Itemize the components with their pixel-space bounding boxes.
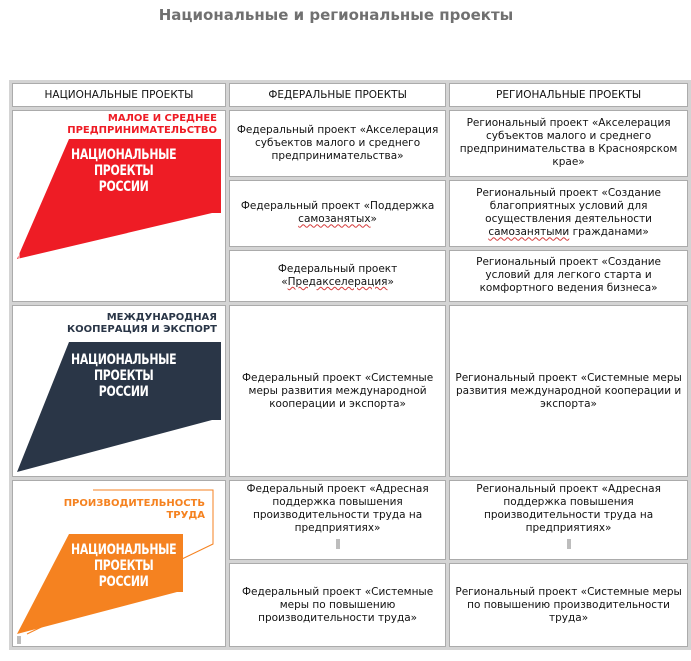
spellcheck-underlined-word: самозанятыми — [488, 226, 570, 239]
regional-project-cell: Региональный проект «Адресная поддержка повышения производительности труда на предприятиях» — [449, 480, 688, 560]
column-header-regional: РЕГИОНАЛЬНЫЕ ПРОЕКТЫ — [449, 83, 688, 107]
sme-logo-topic: МАЛОЕ И СРЕДНЕЕ ПРЕДПРИНИМАТЕЛЬСТВО — [67, 113, 217, 136]
regional-project-cell: Региональный проект «Системные меры по повышению производительности труда» — [449, 563, 688, 647]
sme-logo-shape — [17, 111, 221, 301]
regional-project-cell: Региональный проект «Акселерация субъектов малого и среднего предпринимательства в Красноярском крае» — [449, 110, 688, 177]
regional-project-cell: Региональный проект «Системные меры развития международной кооперации и экспорта» — [449, 305, 688, 477]
column-header-national: НАЦИОНАЛЬНЫЕ ПРОЕКТЫ — [12, 83, 226, 107]
spellcheck-underlined-word: Предакселерация — [287, 275, 388, 288]
federal-project-cell: Федеральный проект «Предакселерация» — [229, 250, 446, 302]
federal-project-cell: Федеральный проект «Акселерация субъектов малого и среднего предпринимательства» — [229, 110, 446, 177]
regional-project-cell: Региональный проект «Создание условий для легкого старта и комфортного ведения бизнеса» — [449, 250, 688, 302]
column-header-federal: ФЕДЕРАЛЬНЫЕ ПРОЕКТЫ — [229, 83, 446, 107]
table-row — [12, 110, 688, 177]
table-row — [12, 480, 688, 560]
export-logo-brand: НАЦИОНАЛЬНЫЕ ПРОЕКТЫ РОССИИ — [71, 352, 177, 400]
page-title: Национальные и региональные проекты — [158, 6, 514, 24]
table-header-row — [12, 83, 688, 107]
export-logo-topic: МЕЖДУНАРОДНАЯ КООПЕРАЦИЯ И ЭКСПОРТ — [67, 312, 217, 335]
table-row — [12, 305, 688, 477]
federal-project-cell: Федеральный проект «Поддержка самозанятых» — [229, 180, 446, 247]
export-logo — [17, 308, 221, 474]
federal-project-cell: Федеральный проект «Системные меры развития международной кооперации и экспорта» — [229, 305, 446, 477]
projects-table — [9, 80, 691, 650]
national-project-labor — [12, 480, 226, 647]
regional-project-cell: Региональный проект «Создание благоприятных условий для осуществления деятельности самозанятыми гражданами» — [449, 180, 688, 247]
text-cursor-marker — [567, 539, 571, 549]
federal-project-cell: Федеральный проект «Системные меры по повышению производительности труда» — [229, 563, 446, 647]
national-project-sme — [12, 110, 226, 302]
national-project-export — [12, 305, 226, 477]
labor-logo-brand: НАЦИОНАЛЬНЫЕ ПРОЕКТЫ РОССИИ — [71, 541, 177, 590]
spellcheck-underlined-word: самозанятых — [298, 213, 371, 226]
sme-logo-brand: НАЦИОНАЛЬНЫЕ ПРОЕКТЫ РОССИИ — [71, 147, 177, 195]
text-cursor-marker — [336, 539, 340, 549]
labor-logo-topic: ПРОИЗВОДИТЕЛЬНОСТЬ ТРУДА — [63, 497, 205, 521]
labor-logo — [17, 484, 221, 644]
federal-project-cell: Федеральный проект «Адресная поддержка повышения производительности труда на предприятиях» — [229, 480, 446, 560]
sme-logo — [17, 111, 221, 301]
